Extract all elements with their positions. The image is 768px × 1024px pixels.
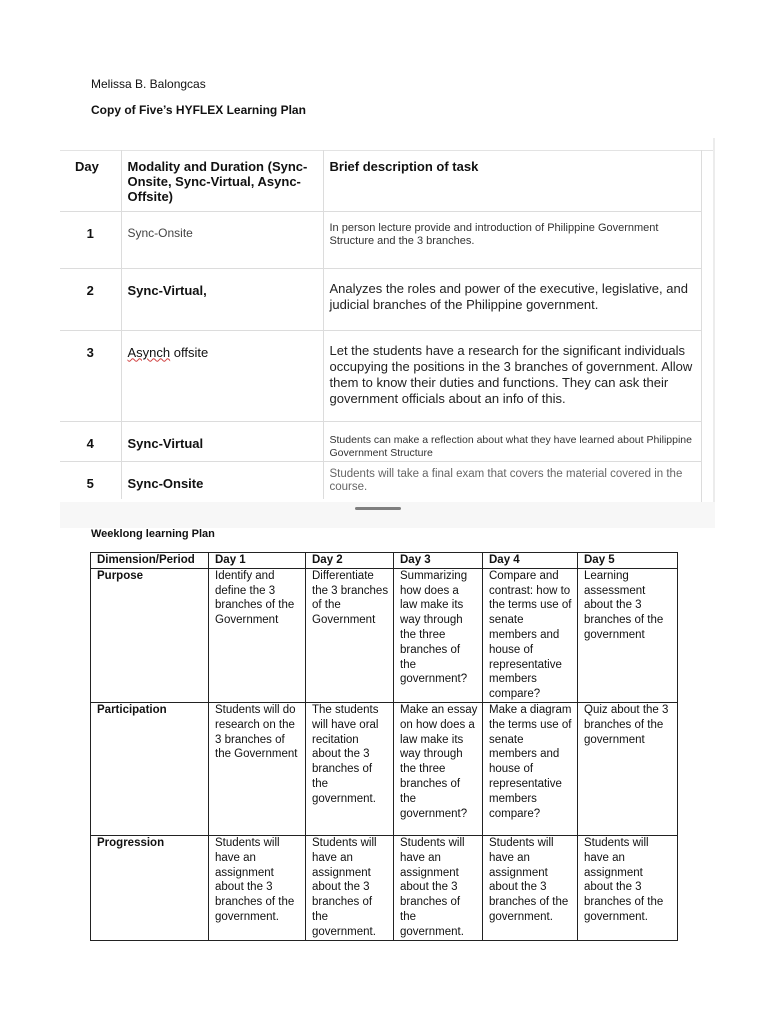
table-cell: Identify and define the 3 branches of the Government — [209, 568, 306, 702]
weeklong-row-purpose — [91, 568, 678, 702]
scrollbar-thumb[interactable] — [355, 507, 401, 510]
weeklong-row-progression — [91, 835, 678, 940]
row-header-participation: Participation — [91, 702, 209, 835]
modality-cell — [121, 330, 323, 421]
author-name: Melissa B. Balongcas — [91, 77, 206, 91]
col-header-day-4: Day 4 — [483, 553, 578, 569]
row-header-purpose: Purpose — [91, 568, 209, 702]
table-cell: Quiz about the 3 branches of the government — [578, 702, 678, 835]
col-header-modality: Modality and Duration (Sync-Onsite, Sync-Virtual, Async-Offsite) — [121, 150, 323, 211]
modality-cell: Sync-Onsite — [121, 461, 323, 499]
description-cell: Analyzes the roles and power of the executive, legislative, and judicial branches of the Philippine government. — [323, 268, 701, 330]
description-cell: Students will take a final exam that covers the material covered in the course. — [323, 461, 701, 499]
table-cell: Learning assessment about the 3 branches of the government — [578, 568, 678, 702]
table-cell: Students will have an assignment about the 3 branches of the government. — [578, 835, 678, 940]
day-number: 4 — [60, 421, 121, 461]
col-header-day: Day — [60, 150, 121, 211]
weeklong-header-row — [91, 553, 678, 569]
hyflex-plan-table — [60, 150, 701, 499]
table-cell: Differentiate the 3 branches of the Government — [306, 568, 394, 702]
document-title: Copy of Five’s HYFLEX Learning Plan — [91, 103, 306, 117]
col-header-day-5: Day 5 — [578, 553, 678, 569]
table-cell: Make a diagram the terms use of senate members and house of representative members compare? — [483, 702, 578, 835]
day-number: 5 — [86, 475, 94, 491]
hyflex-row — [60, 421, 701, 461]
table-cell: Students will have an assignment about the 3 branches of the government. — [483, 835, 578, 940]
hyflex-row — [60, 330, 701, 421]
col-header-description: Brief description of task — [323, 150, 701, 211]
col-header-day-3: Day 3 — [394, 553, 483, 569]
col-header-day-2: Day 2 — [306, 553, 394, 569]
description-cell: Let the students have a research for the significant individuals occupying the positions in the 3 branches of government. Allow them to know their duties and functions. They can ask their government officials about an info of this. — [323, 330, 701, 421]
table-cell: Students will have an assignment about the 3 branches of the government. — [306, 835, 394, 940]
table-cell: Students will have an assignment about the 3 branches of the government. — [394, 835, 483, 940]
screenshot-right-edge — [713, 138, 715, 504]
hyflex-row — [60, 461, 701, 499]
weeklong-title: Weeklong learning Plan — [91, 528, 215, 540]
table-cell: The students will have oral recitation about the 3 branches of the government. — [306, 702, 394, 835]
col-header-day-1: Day 1 — [209, 553, 306, 569]
modality-word: offsite — [170, 344, 209, 360]
modality-cell: Sync-Virtual — [121, 421, 323, 461]
modality-cell: Sync-Virtual, — [121, 268, 323, 330]
hyflex-row — [60, 211, 701, 268]
hyflex-row — [60, 268, 701, 330]
description-cell: In person lecture provide and introduction of Philippine Government Structure and the 3 branches. — [323, 211, 701, 268]
day-number: 1 — [60, 211, 121, 268]
hyflex-plan-screenshot — [60, 138, 715, 528]
table-cell: Students will have an assignment about the 3 branches of the government. — [209, 835, 306, 940]
col-header-dimension: Dimension/Period — [91, 553, 209, 569]
screenshot-inner-edge — [701, 150, 702, 504]
table-cell: Make an essay on how does a law make its way through the three branches of the government? — [394, 702, 483, 835]
modality-cell: Sync-Onsite — [121, 211, 323, 268]
weeklong-table — [90, 552, 678, 941]
weeklong-row-participation — [91, 702, 678, 835]
day-number: 3 — [60, 330, 121, 421]
description-cell: Students can make a reflection about what they have learned about Philippine Government Structure — [323, 421, 701, 461]
day-number: 2 — [60, 268, 121, 330]
row-header-progression: Progression — [91, 835, 209, 940]
table-cell: Compare and contrast: how to the terms use of senate members and house of representative members compare? — [483, 568, 578, 702]
table-cell: Students will do research on the 3 branches of the Government — [209, 702, 306, 835]
table-cell: Summarizing how does a law make its way through the three branches of the government? — [394, 568, 483, 702]
hyflex-header-row — [60, 150, 701, 211]
spellcheck-word: Asynch — [127, 344, 171, 360]
screenshot-scroll-area — [60, 502, 715, 528]
